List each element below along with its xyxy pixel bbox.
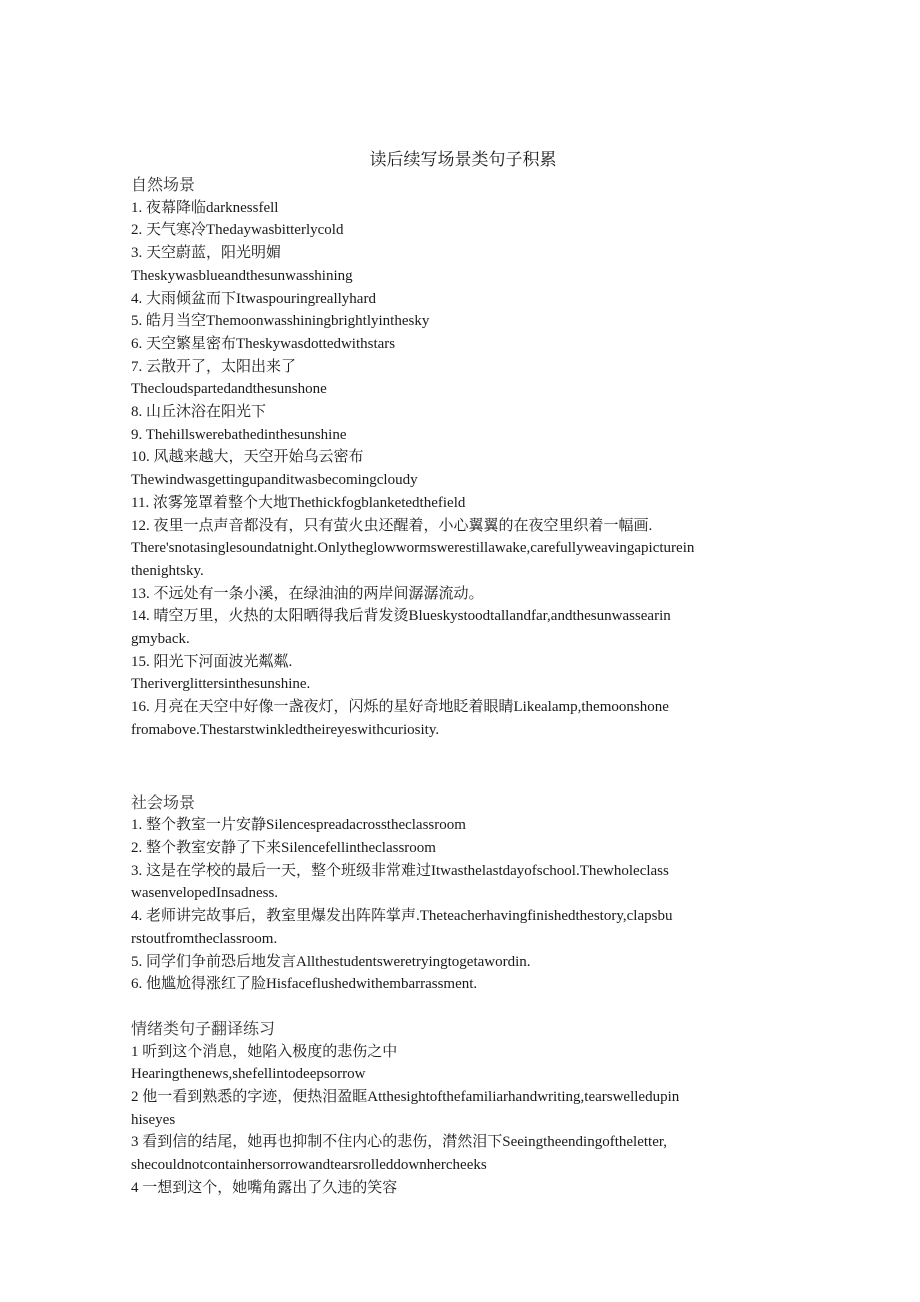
section-social-scenes <box>131 792 791 996</box>
text-line: Theriverglittersinthesunshine. <box>131 676 311 693</box>
text-line: 4 一想到这个，她嘴角露出了久违的笑容 <box>131 1179 398 1196</box>
section-spacer <box>131 742 791 792</box>
text-line: 13. 不远处有一条小溪，在绿油油的两岸间潺潺流动。 <box>131 585 484 602</box>
text-line: hiseyes <box>131 1111 176 1128</box>
text-line: Thecloudspartedandthesunshone <box>131 381 327 398</box>
text-line: shecouldnotcontainhersorrowandtearsrolleddownhercheeks <box>131 1157 487 1174</box>
text-line: 15. 阳光下河面波光粼粼. <box>131 653 293 670</box>
text-line: 2. 天气寒冷Thedaywasbitterlycold <box>131 222 344 239</box>
document-title: 读后续写场景类句子积累 <box>369 150 557 170</box>
text-line: 16. 月亮在天空中好像一盏夜灯，闪烁的星好奇地眨着眼睛Likealamp,themoonshone <box>131 699 669 716</box>
text-line: gmyback. <box>131 631 190 648</box>
text-line: thenightsky. <box>131 562 204 579</box>
text-line: 2. 整个教室安静了下来Silencefellintheclassroom <box>131 839 436 856</box>
text-line: Theskywasblueandthesunwasshining <box>131 267 353 284</box>
text-line: 2 他一看到熟悉的字迹，便热泪盈眶Atthesightofthefamiliarhandwriting,tearswelledupin <box>131 1089 680 1106</box>
text-line: 12. 夜里一点声音都没有，只有萤火虫还醒着，小心翼翼的在夜空里织着一幅画. <box>131 517 653 534</box>
text-line: 8. 山丘沐浴在阳光下 <box>131 404 267 421</box>
text-line: wasenvelopedInsadness. <box>131 885 279 902</box>
text-line: 3 看到信的结尾，她再也抑制不住内心的悲伤，潸然泪下Seeingtheendingoftheletter, <box>131 1134 668 1151</box>
section-natural-scenes <box>131 174 791 742</box>
text-line: fromabove.Thestarstwinkledtheireyeswithcuriosity. <box>131 721 440 738</box>
text-line: 7. 云散开了，太阳出来了 <box>131 358 297 375</box>
text-line: 4. 老师讲完故事后，教室里爆发出阵阵掌声.Theteacherhavingfinishedthestory,clapsbu <box>131 908 673 925</box>
text-line: 10. 风越来越大，天空开始乌云密布 <box>131 449 364 466</box>
text-line: There'snotasinglesoundatnight.Onlytheglowwormswerestillawake,carefullyweavingapicturein <box>131 540 695 557</box>
text-line: Thewindwasgettingupanditwasbecomingcloudy <box>131 472 418 489</box>
section-spacer <box>131 996 791 1018</box>
text-line: Hearingthenews,shefellintodeepsorrow <box>131 1066 366 1083</box>
text-line: 9. Thehillswerebathedinthesunshine <box>131 426 347 443</box>
text-line: 1 听到这个消息，她陷入极度的悲伤之中 <box>131 1043 398 1060</box>
text-line: 3. 这是在学校的最后一天，整个班级非常难过Itwasthelastdayofschool.Thewholeclass <box>131 862 669 879</box>
document-page <box>131 148 791 1200</box>
section-heading: 情绪类句子翻译练习 <box>131 1018 276 1038</box>
text-line: 4. 大雨倾盆而下Itwaspouringreallyhard <box>131 290 376 307</box>
text-line: 6. 他尴尬得涨红了脸Hisfaceflushedwithembarrassment. <box>131 976 478 993</box>
text-line: 5. 同学们争前恐后地发言Allthestudentsweretryingtogetawordin. <box>131 953 531 970</box>
text-line: 1. 夜幕降临darknessfell <box>131 199 279 216</box>
section-heading: 自然场景 <box>131 175 196 194</box>
section-emotion-translation <box>131 1018 791 1200</box>
text-line: 6. 天空繁星密布Theskywasdottedwithstars <box>131 335 396 352</box>
text-line: rstoutfromtheclassroom. <box>131 930 278 947</box>
text-line: 11. 浓雾笼罩着整个大地Thethickfogblanketedthefield <box>131 494 466 511</box>
text-line: 3. 天空蔚蓝，阳光明媚 <box>131 245 282 262</box>
text-line: 14. 晴空万里，火热的太阳晒得我后背发烫Blueskystoodtallandfar,andthesunwassearin <box>131 608 671 625</box>
text-line: 5. 皓月当空Themoonwasshiningbrightlyinthesky <box>131 313 430 330</box>
section-heading: 社会场景 <box>131 792 196 812</box>
text-line: 1. 整个教室一片安静Silencespreadacrosstheclassroom <box>131 817 466 834</box>
